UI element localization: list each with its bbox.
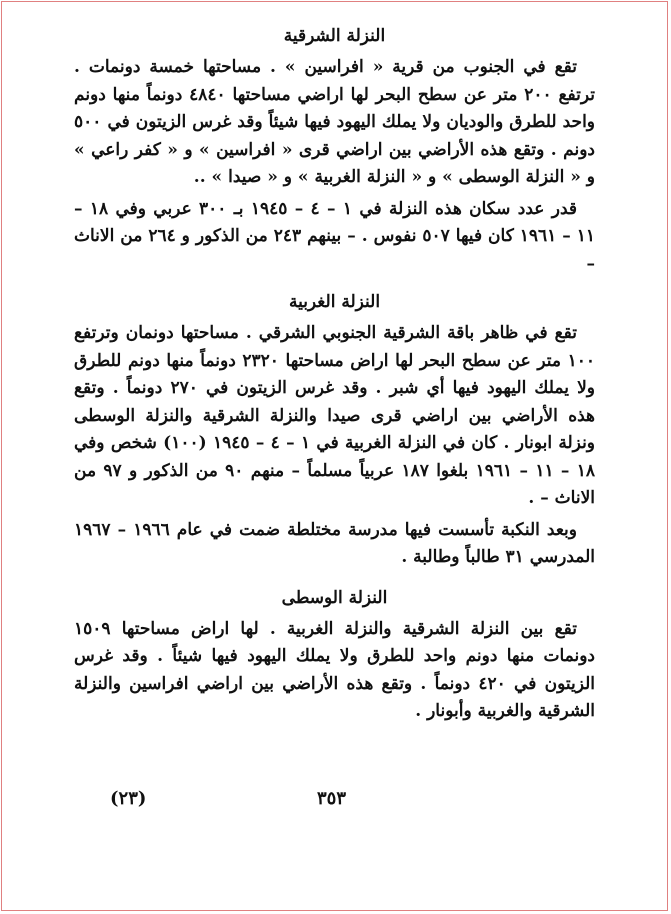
section-eastern-nazla	[74, 26, 595, 278]
section-title: النزلة الغربية	[288, 292, 381, 312]
paragraph: قدر عدد سكان هذه النزلة في ١ – ٤ – ١٩٤٥ بـ ٣٠٠ عربي وفي ١٨ – ١١ – ١٩٦١ كان فيها ٥٠٧ نفوس . – بينهم ٢٤٣ من الذكور و ٢٦٤ من الاناث –	[74, 198, 595, 274]
section-spacer	[74, 576, 595, 588]
page-footer	[102, 788, 567, 814]
section-western-nazla	[74, 292, 595, 572]
section-middle-nazla	[74, 588, 595, 726]
chapter-number: (٢٣)	[110, 788, 147, 809]
document-page	[1, 1, 668, 911]
paragraph: تقع في ظاهر باقة الشرقية الجنوبي الشرقي . مساحتها دونمان وترتفع ١٠٠ متر عن سطح البحر لها اراض مساحتها ٢٣٢٠ دونماً منها دونم للطرق ولا يملك اليهود فيها أي شبر . وقد غرس الزيتون في ٢٧٠ دونماً . وتقع هذه الأراضي بين اراضي قرى صيدا والنزلة الشرقية والنزلة الوسطى ونزلة ابونار . كان في النزلة الغربية في ١ – ٤ – ١٩٤٥ (١٠٠) شخص وفي ١٨ – ١١ – ١٩٦١ بلغوا ١٨٧ عربياً مسلماً – منهم ٩٠ من الذكور و ٩٧ من الاناث – .	[74, 323, 596, 508]
paragraph: تقع في الجنوب من قرية « افراسين » . مساحتها خمسة دونمات . ترتفع ٢٠٠ متر عن سطح البحر لها اراضي مساحتها ٤٨٤٠ دونماً منها دونم واحد للطرق والوديان ولا يملك اليهود فيها شيئاً وقد غرس الزيتون في ٥٠٠ دونم . وتقع هذه الأراضي بين اراضي قرى « افراسين » و « كفر راعي » و « النزلة الوسطى » و « النزلة الغربية » و « صيدا » ..	[74, 57, 595, 187]
page-number: ٣٥٣	[317, 788, 347, 809]
paragraph: وبعد النكبة تأسست فيها مدرسة مختلطة ضمت في عام ١٩٦٦ – ١٩٦٧ المدرسي ٣١ طالباً وطالبة .	[74, 519, 595, 567]
section-title: النزلة الشرقية	[283, 26, 386, 46]
paragraph: تقع بين النزلة الشرقية والنزلة الغربية . لها اراض مساحتها ١٥٠٩ دونمات منها دونم واحد للطرق ولا يملك اليهود فيها شيئاً . وقد غرس الزيتون في ٤٢٠ دونماً . وتقع هذه الأراضي بين اراضي افراسين والنزلة الشرقية والغربية وأبونار .	[74, 618, 595, 721]
section-spacer	[74, 282, 595, 292]
page-content	[74, 26, 595, 730]
section-title: النزلة الوسطى	[281, 587, 388, 608]
